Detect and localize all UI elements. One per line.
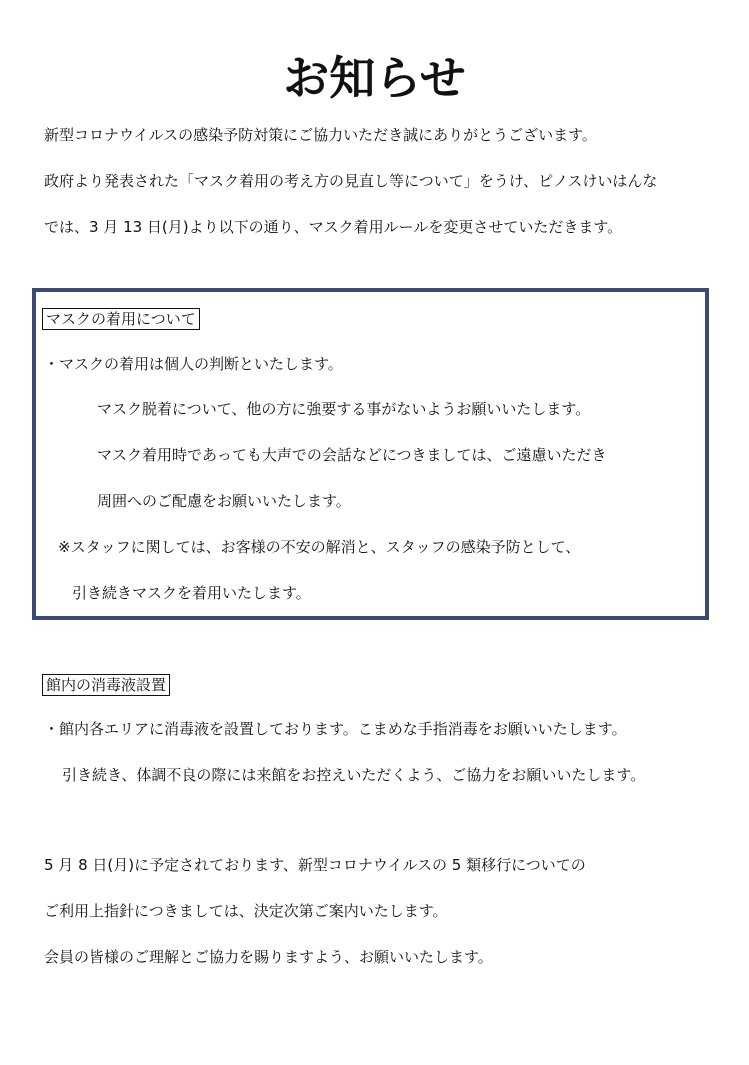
closing-line-2: ご利用上指針につきましては、決定次第ご案内いたします。 xyxy=(44,902,448,920)
disinfect-section-heading: 館内の消毒液設置 xyxy=(42,674,170,696)
mask-line-5: ※スタッフに関しては、お客様の不安の解消と、スタッフの感染予防として、 xyxy=(58,538,581,556)
intro-line-2: 政府より発表された「マスク着用の考え方の見直し等について」をうけ、ピノスけいはんな xyxy=(44,172,658,190)
mask-line-6: 引き続きマスクを着用いたします。 xyxy=(72,584,311,602)
mask-line-1: ・マスクの着用は個人の判断といたします。 xyxy=(44,355,343,373)
mask-section-heading-wrap xyxy=(42,308,200,330)
intro-line-3: では、3 月 13 日(月)より以下の通り、マスク着用ルールを変更させていただきます。 xyxy=(44,218,623,236)
mask-line-3: マスク着用時であっても大声での会話などにつきましては、ご遠慮いただき xyxy=(97,446,607,464)
disinfect-section-heading-wrap xyxy=(42,674,170,696)
mask-section-heading: マスクの着用について xyxy=(42,308,200,330)
mask-line-2: マスク脱着について、他の方に強要する事がないようお願いいたします。 xyxy=(97,400,591,418)
disinfect-line-1: ・館内各エリアに消毒液を設置しております。こまめな手指消毒をお願いいたします。 xyxy=(44,720,627,738)
closing-line-1: 5 月 8 日(月)に予定されております、新型コロナウイルスの 5 類移行についての xyxy=(44,856,586,874)
closing-line-3: 会員の皆様のご理解とご協力を賜りますよう、お願いいたします。 xyxy=(44,948,493,966)
page-title: お知らせ xyxy=(283,51,466,105)
intro-line-1: 新型コロナウイルスの感染予防対策にご協力いただき誠にありがとうございます。 xyxy=(44,126,597,144)
mask-line-4: 周囲へのご配慮をお願いいたします。 xyxy=(97,492,351,510)
disinfect-line-2: 引き続き、体調不良の際には来館をお控えいただくよう、ご協力をお願いいたします。 xyxy=(62,766,646,784)
